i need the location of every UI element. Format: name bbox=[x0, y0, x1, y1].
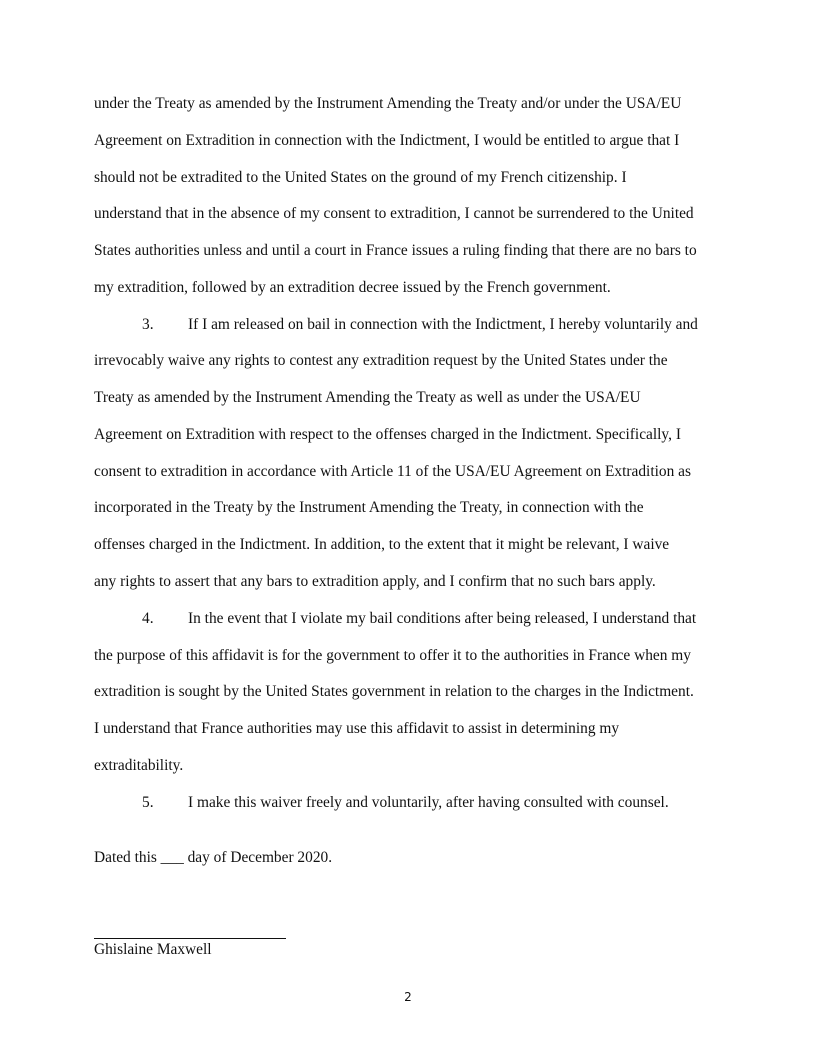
paragraph-number-3: 3. bbox=[142, 316, 154, 333]
paragraph-4-first-line: In the event that I violate my bail conditions after being released, I understand that bbox=[188, 610, 697, 627]
body-text-line: Treaty as amended by the Instrument Amending the Treaty as well as under the USA/EU bbox=[94, 389, 641, 406]
paragraph-number-5: 5. bbox=[142, 794, 154, 811]
body-text-line: any rights to assert that any bars to extradition apply, and I confirm that no such bars apply. bbox=[94, 573, 656, 590]
paragraph-number-4: 4. bbox=[142, 610, 154, 627]
body-text-line: extradition is sought by the United States government in relation to the charges in the Indictment. bbox=[94, 683, 694, 700]
body-text-line: consent to extradition in accordance with Article 11 of the USA/EU Agreement on Extradition as bbox=[94, 463, 691, 480]
body-text-line: understand that in the absence of my consent to extradition, I cannot be surrendered to the United bbox=[94, 205, 694, 222]
signature-line bbox=[94, 938, 286, 939]
body-text-line: irrevocably waive any rights to contest any extradition request by the United States under the bbox=[94, 352, 668, 369]
body-text-line: incorporated in the Treaty by the Instrument Amending the Treaty, in connection with the bbox=[94, 499, 644, 516]
body-text-line: I understand that France authorities may use this affidavit to assist in determining my bbox=[94, 720, 620, 737]
body-text-line: under the Treaty as amended by the Instrument Amending the Treaty and/or under the USA/EU bbox=[94, 95, 682, 112]
signatory-name: Ghislaine Maxwell bbox=[94, 941, 212, 958]
dated-line: Dated this ___ day of December 2020. bbox=[94, 849, 333, 866]
body-text-line: should not be extradited to the United States on the ground of my French citizenship. I bbox=[94, 169, 627, 186]
body-text-line: Agreement on Extradition in connection with the Indictment, I would be entitled to argue that I bbox=[94, 132, 680, 149]
page-number: 2 bbox=[404, 990, 412, 1004]
body-text-line: offenses charged in the Indictment. In addition, to the extent that it might be relevant, I waive bbox=[94, 536, 670, 553]
body-text-line: Agreement on Extradition with respect to the offenses charged in the Indictment. Specifically, I bbox=[94, 426, 681, 443]
paragraph-3-first-line: If I am released on bail in connection with the Indictment, I hereby voluntarily and bbox=[188, 316, 698, 333]
paragraph-5-first-line: I make this waiver freely and voluntarily, after having consulted with counsel. bbox=[188, 794, 669, 811]
body-text-line: extraditability. bbox=[94, 757, 184, 774]
body-text-line: States authorities unless and until a court in France issues a ruling finding that there are no bars to bbox=[94, 242, 697, 259]
body-text-line: my extradition, followed by an extradition decree issued by the French government. bbox=[94, 279, 611, 296]
body-text-line: the purpose of this affidavit is for the government to offer it to the authorities in France when my bbox=[94, 647, 691, 664]
